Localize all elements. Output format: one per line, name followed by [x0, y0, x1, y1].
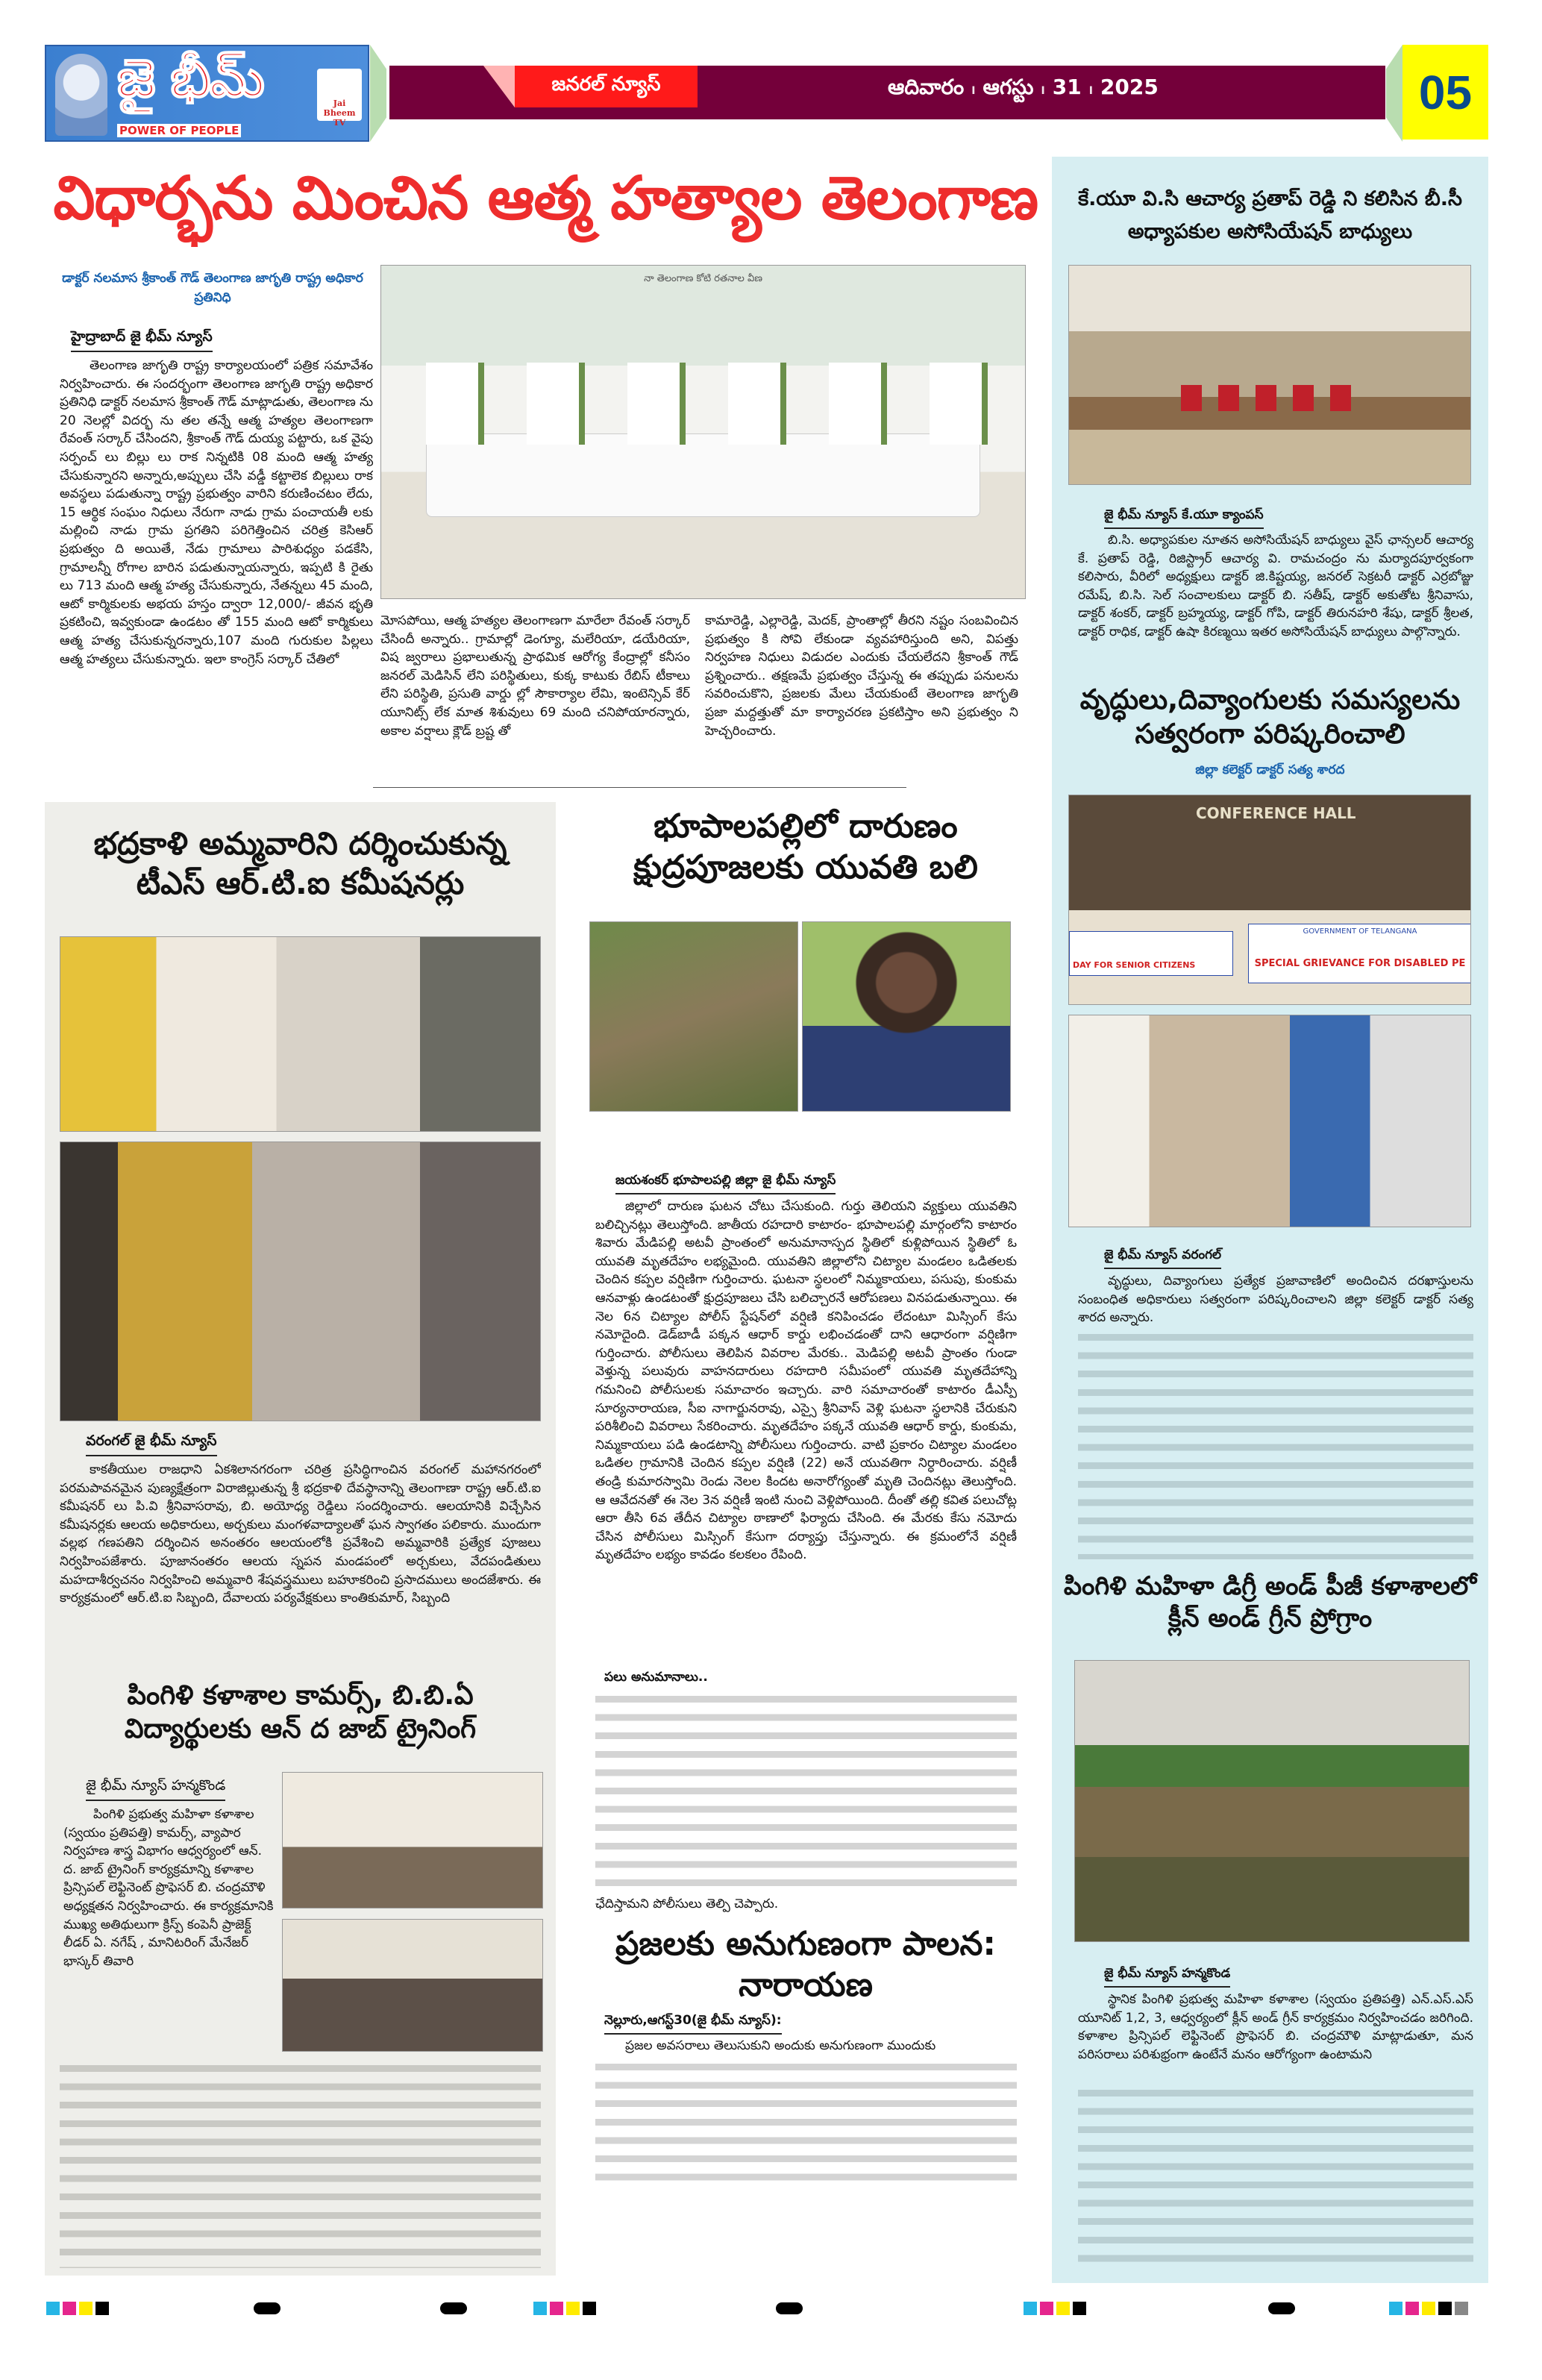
clean-green-headline: పింగిళి మహిళా డిగ్రీ అండ్ పీజీ కళాశాలలో క్లీన్ అండ్ గ్రీన్ ప్రోగ్రాం — [1063, 1571, 1477, 1633]
lead-subheadline: డాక్టర్ నలమాస శ్రీకాంత్ గౌడ్ తెలంగాణ జాగృతి రాష్ట్ర అధికార ప్రతినిధి — [62, 271, 363, 305]
bhadrakali-dateline: వరంగల్ జై భీమ్ న్యూస్ — [86, 1432, 217, 1456]
collector-subheadline: జిల్లా కలెక్టర్ డాక్టర్ సత్య శారద — [1195, 762, 1345, 777]
registration-pill — [254, 2302, 280, 2314]
channel-logo: Jai Bheem TV — [317, 69, 362, 121]
bhadrakali-body: కాకతీయుల రాజధాని ఏకశిలానగరంగా చరిత్ర ప్రసిద్ధిగాంచిన వరంగల్ మహానగరంలో పరమపావనమైన పుణ్యక్షేత్రంగా విరాజిల్లుతున్న శ్రీ భద్రకాళి దేవస్థానాన్ని తెలంగాణా రాష్ట్ర ఆర్.టి.ఐ కమీషనర్ లు పి.వి శ్రీనివాసరావు, బి. అయోధ్య రెడ్డిలు సందర్శించారు. ఆలయానికి విచ్చేసిన కమీషనర్లకు ఆలయ అధికారులు, అర్చకులు మంగళవాద్యాలతో ఘన స్వాగతం పలికారు. ముందుగా వల్లభ గణపతిని దర్శించిన అనంతరం ఆలయంలోకి ప్రవేశించి అమ్మవారికి ప్రత్యేక పూజలు నిర్వహింపజేశారు. పూజానంతరం ఆలయ స్నపన మండపంలో అర్చకులు, వేదపండితులు మహదాశీర్వచనం నిర్వహించి అమ్మవారి శేషవస్త్రములు బహూకరించి ప్రసాదములు అందజేశారు. ఈ కార్యక్రమంలో ఆర్.టి.ఐ సిబ్బంది, దేవాలయ పర్యవేక్షకులు కాంతికుమార్, సిబ్బంది — [60, 1462, 541, 1606]
photo-banner-text: నా తెలంగాణ కోటి రతనాల వీణ — [644, 273, 762, 284]
lead-dateline: హైద్రాబాద్ జై భీమ్ న్యూస్ — [71, 328, 213, 352]
banner-gov-text: GOVERNMENT OF TELANGANA — [1303, 927, 1417, 936]
collector-body-continued — [1078, 1328, 1473, 1559]
registration-marks-left — [46, 2302, 109, 2315]
lead-photo — [380, 265, 1026, 599]
clean-green-dateline-wrap — [1104, 1966, 1230, 1988]
lead-divider — [373, 787, 906, 788]
clean-green-dateline: జై భీమ్ న్యూస్ హన్మకొండ — [1104, 1966, 1230, 1988]
bhupalpally-dateline: జయశంకర్ భూపాలపల్లి జిల్లా జై భీమ్ న్యూస్ — [615, 1173, 836, 1194]
ambedkar-portrait — [55, 54, 107, 136]
header-wing-left — [370, 45, 386, 142]
lead-headline: విధార్భను మించిన ఆత్మ హత్యాల తెలంగాణ — [53, 163, 1038, 233]
pingili-commerce-body-continued — [60, 2059, 541, 2268]
collector-headline: వృద్ధులు,దివ్యాంగులకు సమస్యలను సత్వరంగా పరిష్కరించాలి — [1079, 683, 1461, 751]
ku-headline: కే.యూ వి.సి ఆచార్య ప్రతాప్ రెడ్డి ని కలిసిన బీ.సీ అధ్యాపకుల అసోసియేషన్ బాధ్యులు — [1078, 187, 1462, 243]
training-photo-1 — [282, 1772, 543, 1908]
ku-dateline: జై భీమ్ న్యూస్ కే.యూ క్యాంపస్ — [1104, 507, 1264, 529]
nellore-body-continued — [595, 2058, 1017, 2192]
pingili-commerce-dateline-wrap — [86, 1777, 225, 1801]
nellore-body: ప్రజల అవసరాలు తెలుసుకుని అందుకు అనుగుణంగా ముందుకు — [625, 2038, 936, 2053]
lead-body-col1: తెలంగాణ జాగృతి రాష్ట్ర కార్యాలయంలో పత్రిక సమావేశం నిర్వహించారు. ఈ సందర్భంగా తెలంగాణ జాగృతి రాష్ట్ర అధికార ప్రతినిధి డాక్టర్ నలమాస శ్రీకాంత్ గౌడ్ మాట్లాడుతు, తెలంగాణ ను 20 నెలల్లో విదర్భ ను తల తన్నే ఆత్మ హత్యల తెలంగాణగా రేవంత్ సర్కార్ చేసిందని, శ్రీకాంత్ గౌడ్ దుయ్య పట్టారు, ఒక వైపు సర్పంచ్ లు బిల్లు లు రాక నిన్నటికి 08 మంది ఆత్మ హత్య చేసుకున్నారని అన్నారు,అప్పులు చేసి వడ్డీ కట్టాలెక బిల్లులు రాక అవస్థలు పడుతున్నా రాష్ట్ర ప్రభుత్వం వారిని కరుణించటం లేదు, 15 ఆర్థిక సంఘం నిధులు నేరుగా నాడు గ్రామ పంచాయతీ లకు మల్లించి నాడు గ్రామ ప్రగతిని పరిగెత్తించిన చరిత్ర కెసిఆర్ ప్రభుత్వం ది అయితే, నేడు గ్రామాలు పారిశుధ్యం పడకేసి, గ్రామాలన్నీ రోగాల బారిన పడుతున్నాయన్నారు, ఇప్పటి కి రైతు లు 713 మంది ఆత్మ హత్య చేసుకున్నారు, నేతన్నలు 45 మంది, ఆటో కార్మికులకు అభయ హస్తం ద్వారా 12,000/- జీవన భృతి ప్రకటించి, ఇవ్వకుండా ఉండటం తో 155 మంది ఆటో కార్మికులు ఆత్మ హత్య చేసుకున్నరన్నారు,107 మంది గురుకుల పిల్లలు ఆత్మ హత్యలు చేసుకున్నారు. ఇలా కాంగ్రెస్ సర్కార్ చేతిలో — [60, 358, 373, 667]
paper-name: జై భీమ్ — [117, 48, 263, 109]
press-table — [426, 433, 980, 517]
bhadrakali-headline: భద్రకాళి అమ్మవారిని దర్శించుకున్న టీఎస్ ఆర్.టి.ఐ కమీషనర్లు — [93, 825, 507, 901]
masthead-logo — [45, 45, 369, 142]
ku-body: బి.సి. అధ్యాపకుల నూతన అసోసియేషన్ బాధ్యులు వైస్ ఛాన్సలర్ ఆచార్య కే. ప్రతాప్ రెడ్డి, రిజిస్ట్రార్ ఆచార్య వి. రామచంద్రం ను మర్యాదపూర్వకంగా కలిసారు, వీరిలో అధ్యక్షులు డాక్టర్ జి.కిష్టయ్య, జనరల్ సెక్రటరీ డాక్టర్ ఎర్రబోజ్జు రమేష్, బి.సి. సెల్ సంచాలకులు డాక్టర్ బి. సతీష్, డాక్టర్ అకుతోట శ్రీనివాసు, డాక్టర్ శంకర్, డాక్టర్ బ్రహ్మయ్య, డాక్టర్ గోపి, డాక్టర్ తిరునహరి శేషు, డాక్టర్ శ్రీలత, డాక్టర్ రాధిక, డాక్టర్ ఉషా కిరణ్మయి ఇతర అసోసియేషన్ బాధ్యులు పాల్గొన్నారు. — [1078, 533, 1473, 639]
registration-marks-center — [533, 2302, 596, 2315]
lead-body-col3: కామారెడ్డి, ఎల్లారెడ్డి, మెదక్, ప్రాంతాల్లో తీరని నష్టం సంబవించిన ప్రభుత్వం కి సోవి లేకుండా వ్యవహారిస్తుంది అని, విపత్తు నిర్వహణ నిధులు విడుదల ఎందుకు చేయలేదని శ్రీకాంత్ గౌడ్ ప్రశ్నించారు.. తక్షణమే ప్రభుత్వం చేస్తున్న ఈ తప్పుడు పనులను సవరించుకొని, ప్రజలకు మేలు చేయకుంటే తెలంగాణ జాగృతి ప్రజా మద్దత్తుతో మా కార్యాచరణ ప్రకటిస్తాం అని ప్రభుత్వం ని హెచ్చరించారు. — [705, 613, 1018, 739]
ku-dateline-wrap — [1104, 507, 1264, 529]
bhupalpally-closing: ఛేదిస్తామని పోలీసులు తెల్పి చెప్పారు. — [595, 1897, 779, 1911]
section-label: జనరల్ న్యూస్ — [515, 66, 698, 107]
crime-scene-photo — [589, 921, 798, 1112]
hall-sign: CONFERENCE HALL — [1196, 804, 1356, 822]
nellore-dateline-wrap — [604, 2013, 782, 2035]
banner-senior-citizens: DAY FOR SENIOR CITIZENS — [1069, 931, 1233, 976]
registration-pill — [1268, 2302, 1295, 2314]
date-date: 31 — [1052, 75, 1082, 99]
victim-photo — [802, 921, 1011, 1112]
registration-pill — [776, 2302, 803, 2314]
bhadrakali-dateline-wrap — [86, 1432, 217, 1456]
lead-dateline-wrap — [71, 328, 213, 352]
nellore-dateline: నెల్లూరు,ఆగస్ట్30(జై భీమ్ న్యూస్): — [604, 2013, 782, 2035]
issue-date: ఆదివారం I ఆగస్టు I 31 I 2025 — [888, 75, 1159, 104]
bhupalpally-body-continued — [595, 1690, 1017, 1891]
date-day: ఆదివారం — [888, 75, 965, 99]
nellore-headline: ప్రజలకు అనుగుణంగా పాలన: నారాయణ — [615, 1925, 996, 2004]
registration-marks-center-right — [1024, 2302, 1086, 2315]
pingili-commerce-dateline: జై భీమ్ న్యూస్ హన్మకొండ — [86, 1777, 225, 1801]
registration-pill — [440, 2302, 467, 2314]
clean-green-body-continued — [1078, 2084, 1473, 2263]
header-wing-right — [1386, 45, 1402, 142]
speakers-group — [411, 363, 993, 445]
training-photo-2 — [282, 1919, 543, 2052]
banner-disabled-text: SPECIAL GRIEVANCE FOR DISABLED PE — [1254, 958, 1466, 969]
collector-dateline: జై భీమ్ న్యూస్ వరంగల్ — [1104, 1247, 1221, 1269]
lead-body-col2: మోసపోయి, ఆత్మ హత్యల తెలంగాణగా మారేలా రేవంత్ సర్కార్ చేసిందీ అన్నారు.. గ్రామాల్లో డెంగ్యూ, మలేరియా, డయేరియా, విష జ్వరాలు ప్రభాలుతున్న ప్రాథమిక ఆరోగ్య కేంద్రాల్లో కనీసం జనరల్ మెడిసిన్ లేని పరిస్థితులు, కుక్క కాటుకు రేబిస్ టీకాలు లేని పరిస్థితి, ప్రసుతి వార్డు ల్లో సౌకార్యాల లేమి, ఇంటెన్సివ్ కేర్ యూనిట్స్ లేక మాత శిశువులు 69 మంది చనిపోయారన్నారు, అకాల వర్షాలు క్లౌడ్ బ్రష్ట తో — [380, 613, 690, 739]
bhadrakali-photo-2 — [60, 1142, 541, 1421]
clean-green-body: స్థానిక పింగిళి ప్రభుత్వ మహిళా కళాశాల (స్వయం ప్రతిపత్తి) ఎన్.ఎస్.ఎస్ యూనిట్ 1,2, 3, ఆధ్వర్యంలో క్లీన్ అండ్ గ్రీన్ కార్యక్రమం నిర్వహించడం జరిగింది. కళాశాల ప్రిన్సిపల్ లెఫ్టినెంట్ ప్రొఫెసర్ బి. చంద్రమౌళి మాట్లాడుతూ, మన పరిసరాలు పరిశుభ్రంగా ఉంటేనే మనం ఆరోగ్యంగా ఉంటామని — [1078, 1992, 1473, 2062]
pingili-commerce-headline: పింగిళి కళాశాల కామర్స్, బి.బి.ఏ విద్యార్థులకు ఆన్ ద జాబ్ ట్రైనింగ్ — [124, 1680, 477, 1744]
banner-disabled — [1248, 924, 1471, 983]
bhupalpally-body: జిల్లాలో దారుణ ఘటన చోటు చేసుకుంది. గుర్తు తెలియని వ్యక్తులు యువతిని బలిచ్చినట్లు తెలుస్తోంది. జాతీయ రహదారి కాటారం- భూపాలపల్లి మార్గంలోని కాటారం శివారు మేడిపల్లి అటవీ ప్రాంతంలో అనుమానాస్పద స్థితిలో కుళ్లిపోయిన స్థితిలో ఓ యువతి మృతదేహం లభ్యమైంది. యువతిని జిల్లాలోని చిట్యాల మండలం ఒడితలకు చెందిన కప్పల వర్షిణిగా గుర్తించారు. ఘటనా స్థలంలో నిమ్మకాయలు, పసుపు, కుంకుమ ఆనవాళ్లు ఉండటంతో క్షుద్రపూజలు చేసి బలిచ్చారనే ఆరోపణలు వినపడుతున్నాయి. ఈ నెల 6న చిట్యాల పోలీస్ స్టేషన్‌లో వర్షిణి కనిపించడం లేదంటూ మిస్సింగ్ కేసు నమోదైంది. డెడ్‌బాడీ పక్కన ఆధార్ కార్డు లభించడంతో దాని ఆధారంగా వర్షిణిగా గుర్తించారు. పోలీసులు తెలిపిన వివరాల మేరకు.. మెడిపల్లి అటవీ ప్రాంతం గుండా వెళ్తున్న పలువురు వాహనదారులు రహదారి సమీపంలో యువతి మృతదేహాన్ని గమనించి పోలీసులకు సమాచారం ఇచ్చారు. వారి సమాచారంతో కాటారం డీఎస్పీ సూర్యనారాయణ, సీఐ నాగార్జునరావు, ఎస్సై శ్రీనివాస్ వెళ్లి ఘటనా స్థలానికి చేరుకుని పరిశీలించి వివరాలు సేకరించారు. మృతదేహం పక్కనే యువతి ఆధార్ కార్డు, కుంకుమ, నిమ్మకాయలు పడి ఉండటాన్ని పోలీసులు గుర్తించారు. వాటి ప్రకారం చిట్యాల మండలం ఒడితల గ్రామానికి చెందిన కప్పల వర్షిణి (22) అనే యువతిగా నిర్ధారించారు. వర్షిణీ తండ్రి కుమారస్వామి రెండు నెలల కిందట అనారోగ్యంతో మృతి చెందినట్లు తెలుస్తోంది. ఆ ఆవేదనతో ఈ నెల 3న వర్షిణీ ఇంటి నుంచి వెళ్లిపోయింది. దీంతో తల్లి కవిత పలుచోట్ల ఆరా తీసి 6వ తేదీన చిట్యాల ఠాణాలో ఫిర్యాదు చేసింది. ఈ మేరకు కేసు నమోదు చేసిన పోలీసులు మిస్సింగ్ కేసుగా దర్యాప్తు చేస్తున్నారు. ఈ క్రమంలోనే వర్షిణీ మృతదేహం లభ్యం కావడం కలకలం రేపింది. — [595, 1199, 1017, 1563]
clean-green-photo — [1074, 1660, 1470, 1942]
red-chairs — [1181, 385, 1360, 411]
collector-dateline-wrap — [1104, 1247, 1221, 1269]
bhupalpally-headline: భూపాలపల్లిలో దారుణం క్షుద్రపూజలకు యువతి బలి — [633, 807, 978, 886]
pingili-commerce-body: పింగిళి ప్రభుత్వ మహిళా కళాశాల (స్వయం ప్రతిపత్తి) కామర్స్, వ్యాపార నిర్వహణ శాస్త్ర విభాగం ఆధ్వర్యంలో ఆన్. ద. జాబ్ ట్రైనింగ్ కార్యక్రమాన్ని కళాశాల ప్రిన్సిపల్ లెఫ్టినెంట్ ప్రొఫెసర్ బి. చంద్రమౌళి అధ్యక్షతన నిర్వహించారు. ఈ కార్యక్రమానికి ముఖ్య అతిథులుగా క్రిస్ప్ కంపెనీ ప్రాజెక్ట్ లీడర్ ఏ. నగేష్ , మానిటరింగ్ మేనేజర్ భాస్కర్ తివారి — [63, 1807, 274, 1969]
paper-tagline: POWER OF PEOPLE — [117, 124, 241, 137]
collector-body: వృద్ధులు, దివ్యాంగులు ప్రత్యేక ప్రజావాణిలో అందించిన దరఖాస్తులను సంబంధిత అధికారులు సత్వరంగా పరిష్కరించాలని జిల్లా కలెక్టర్ డాక్టర్ సత్య శారద అన్నారు. — [1078, 1274, 1473, 1326]
lead-headline-box — [45, 163, 1038, 237]
page-number: 05 — [1402, 45, 1488, 140]
collector-photo-1 — [1068, 795, 1471, 1005]
ku-photo — [1068, 265, 1471, 485]
date-year: 2025 — [1100, 75, 1159, 99]
bhupalpally-dateline-wrap — [615, 1173, 836, 1194]
bhadrakali-photo-1 — [60, 936, 541, 1132]
date-month: ఆగస్టు — [982, 75, 1034, 99]
bhupalpally-subhead: పలు అనుమానాలు.. — [604, 1670, 708, 1685]
registration-marks-right — [1389, 2302, 1468, 2315]
collector-photo-2 — [1068, 1015, 1471, 1227]
